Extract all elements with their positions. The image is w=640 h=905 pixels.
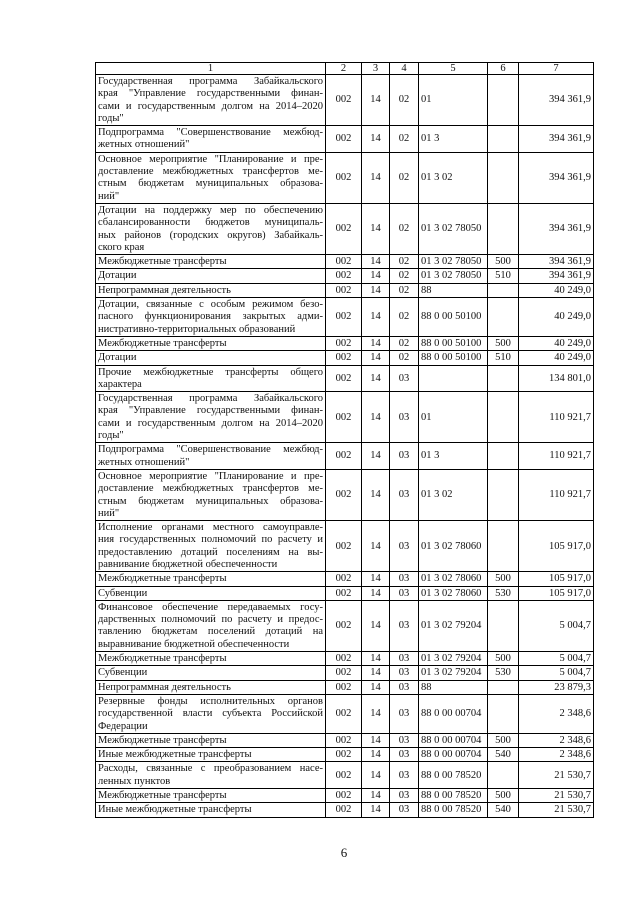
description-line: равнивание бюджетной обеспеченности — [98, 558, 278, 570]
description-line: Межбюджетные трансферты — [98, 653, 227, 665]
amount-cell: 394 361,9 — [519, 203, 594, 254]
description-cell — [96, 789, 326, 803]
expense-type-cell — [488, 126, 519, 153]
description-cell — [96, 733, 326, 747]
description-line: Дотации, связанные с особым режимом безо- — [98, 299, 323, 311]
description-line: ского края — [98, 241, 145, 253]
subsection-cell: 03 — [390, 694, 419, 733]
expense-type-cell — [488, 521, 519, 572]
target-article-cell: 01 3 02 — [419, 469, 488, 520]
target-article-cell: 88 0 00 50100 — [419, 351, 488, 365]
description-cell — [96, 680, 326, 694]
amount-cell: 110 921,7 — [519, 392, 594, 443]
target-article-cell: 88 0 00 78520 — [419, 762, 488, 789]
description-line: сами и государственным долгом на 2014–2020 — [98, 100, 323, 112]
column-number-header: 1 — [96, 63, 326, 75]
description-line: годы" — [98, 112, 124, 124]
expense-type-cell: 540 — [488, 803, 519, 817]
description-line: Дотации — [98, 352, 137, 364]
target-article-cell: 88 0 00 00704 — [419, 694, 488, 733]
description-line: нистративно-территориальных образований — [98, 323, 296, 335]
ministry-code-cell: 002 — [326, 803, 362, 817]
ministry-code-cell: 002 — [326, 652, 362, 666]
description-line: жетных отношений" — [98, 456, 190, 468]
table-row — [96, 283, 594, 297]
description-cell — [96, 762, 326, 789]
target-article-cell: 01 3 02 78050 — [419, 269, 488, 283]
expense-type-cell — [488, 365, 519, 392]
amount-cell: 21 530,7 — [519, 789, 594, 803]
expense-type-cell: 500 — [488, 336, 519, 350]
amount-cell: 2 348,6 — [519, 748, 594, 762]
description-line: Государственная программа Забайкальского — [98, 393, 323, 405]
expense-type-cell — [488, 762, 519, 789]
table-row — [96, 652, 594, 666]
section-cell: 14 — [362, 803, 390, 817]
target-article-cell: 88 — [419, 283, 488, 297]
section-cell: 14 — [362, 789, 390, 803]
section-cell: 14 — [362, 600, 390, 651]
subsection-cell: 02 — [390, 269, 419, 283]
target-article-cell: 01 3 02 78060 — [419, 572, 488, 586]
ministry-code-cell: 002 — [326, 521, 362, 572]
description-cell — [96, 469, 326, 520]
description-line: Расходы, связанные с преобразованием насе- — [98, 763, 323, 775]
amount-cell: 394 361,9 — [519, 126, 594, 153]
description-line: ния государственных полномочий по расчету и — [98, 534, 323, 546]
description-line: края "Управление государственными финан- — [98, 88, 323, 100]
amount-cell: 105 917,0 — [519, 521, 594, 572]
column-number-header: 5 — [419, 63, 488, 75]
ministry-code-cell: 002 — [326, 666, 362, 680]
ministry-code-cell: 002 — [326, 283, 362, 297]
budget-table — [95, 62, 594, 818]
column-number-header: 7 — [519, 63, 594, 75]
subsection-cell: 02 — [390, 298, 419, 337]
description-line: Основное мероприятие "Планирование и пре- — [98, 470, 323, 482]
table-header — [96, 63, 594, 75]
description-cell — [96, 652, 326, 666]
description-line: Непрограммная деятельность — [98, 284, 231, 296]
ministry-code-cell: 002 — [326, 351, 362, 365]
description-line: пасного функционирования закрытых адми- — [98, 311, 323, 323]
expense-type-cell — [488, 443, 519, 470]
amount-cell: 40 249,0 — [519, 351, 594, 365]
description-cell — [96, 255, 326, 269]
ministry-code-cell: 002 — [326, 762, 362, 789]
table-row — [96, 203, 594, 254]
section-cell: 14 — [362, 521, 390, 572]
description-line: Исполнение органами местного самоуправле- — [98, 522, 323, 534]
expense-type-cell: 500 — [488, 733, 519, 747]
amount-cell: 40 249,0 — [519, 298, 594, 337]
target-article-cell: 88 0 00 78520 — [419, 789, 488, 803]
subsection-cell: 03 — [390, 803, 419, 817]
section-cell: 14 — [362, 269, 390, 283]
target-article-cell: 88 0 00 50100 — [419, 298, 488, 337]
amount-cell: 5 004,7 — [519, 600, 594, 651]
subsection-cell: 02 — [390, 126, 419, 153]
subsection-cell: 03 — [390, 666, 419, 680]
table-row — [96, 803, 594, 817]
ministry-code-cell: 002 — [326, 255, 362, 269]
amount-cell: 5 004,7 — [519, 666, 594, 680]
description-line: Государственная программа Забайкальского — [98, 76, 323, 87]
description-line: сбалансированности бюджетов муниципаль- — [98, 217, 323, 229]
ministry-code-cell: 002 — [326, 680, 362, 694]
ministry-code-cell: 002 — [326, 586, 362, 600]
ministry-code-cell: 002 — [326, 443, 362, 470]
target-article-cell: 01 3 02 78060 — [419, 521, 488, 572]
description-cell — [96, 152, 326, 203]
description-cell — [96, 521, 326, 572]
description-line: Субвенции — [98, 587, 148, 599]
expense-type-cell: 500 — [488, 652, 519, 666]
section-cell: 14 — [362, 586, 390, 600]
amount-cell: 110 921,7 — [519, 469, 594, 520]
subsection-cell: 03 — [390, 521, 419, 572]
section-cell: 14 — [362, 298, 390, 337]
amount-cell: 23 879,3 — [519, 680, 594, 694]
ministry-code-cell: 002 — [326, 469, 362, 520]
subsection-cell: 03 — [390, 680, 419, 694]
description-cell — [96, 365, 326, 392]
description-line: ленных пунктов — [98, 775, 171, 787]
subsection-cell: 03 — [390, 762, 419, 789]
description-line: характера — [98, 378, 142, 390]
description-cell — [96, 392, 326, 443]
table-row — [96, 748, 594, 762]
description-line: Субвенции — [98, 667, 148, 679]
subsection-cell: 03 — [390, 469, 419, 520]
section-cell: 14 — [362, 336, 390, 350]
expense-type-cell: 500 — [488, 789, 519, 803]
table-row — [96, 666, 594, 680]
description-line: Основное мероприятие "Планирование и пре- — [98, 153, 323, 165]
ministry-code-cell: 002 — [326, 572, 362, 586]
expense-type-cell — [488, 680, 519, 694]
description-cell — [96, 269, 326, 283]
section-cell: 14 — [362, 365, 390, 392]
subsection-cell: 02 — [390, 255, 419, 269]
amount-cell: 394 361,9 — [519, 269, 594, 283]
section-cell: 14 — [362, 255, 390, 269]
subsection-cell: 03 — [390, 652, 419, 666]
ministry-code-cell: 002 — [326, 392, 362, 443]
expense-type-cell — [488, 600, 519, 651]
target-article-cell: 01 3 02 78050 — [419, 203, 488, 254]
target-article-cell: 01 3 02 78050 — [419, 255, 488, 269]
description-line: Иные межбюджетные трансферты — [98, 804, 252, 816]
description-cell — [96, 298, 326, 337]
amount-cell: 40 249,0 — [519, 283, 594, 297]
description-cell — [96, 351, 326, 365]
expense-type-cell: 530 — [488, 666, 519, 680]
table-row — [96, 365, 594, 392]
section-cell: 14 — [362, 443, 390, 470]
subsection-cell: 03 — [390, 748, 419, 762]
description-line: Подпрограмма "Совершенствование межбюд- — [98, 444, 323, 456]
table-row — [96, 521, 594, 572]
section-cell: 14 — [362, 680, 390, 694]
subsection-cell: 03 — [390, 733, 419, 747]
amount-cell: 134 801,0 — [519, 365, 594, 392]
target-article-cell: 88 — [419, 680, 488, 694]
table-row — [96, 126, 594, 153]
section-cell: 14 — [362, 652, 390, 666]
section-cell: 14 — [362, 75, 390, 126]
description-line: стным бюджетам муниципальных образова- — [98, 495, 323, 507]
amount-cell: 2 348,6 — [519, 694, 594, 733]
header-row — [96, 63, 594, 75]
expense-type-cell: 540 — [488, 748, 519, 762]
description-line: тавлению бюджетам поселений дотаций на — [98, 626, 323, 638]
description-line: Иные межбюджетные трансферты — [98, 749, 252, 761]
ministry-code-cell: 002 — [326, 269, 362, 283]
description-line: ных районов (городских округов) Забайкаль- — [98, 229, 323, 241]
description-line: Непрограммная деятельность — [98, 681, 231, 693]
description-line: Прочие межбюджетные трансферты общего — [98, 366, 323, 378]
ministry-code-cell: 002 — [326, 152, 362, 203]
target-article-cell: 01 3 02 78060 — [419, 586, 488, 600]
amount-cell: 40 249,0 — [519, 336, 594, 350]
target-article-cell: 01 3 02 79204 — [419, 666, 488, 680]
description-cell — [96, 203, 326, 254]
ministry-code-cell: 002 — [326, 748, 362, 762]
subsection-cell: 02 — [390, 336, 419, 350]
description-cell — [96, 336, 326, 350]
table-row — [96, 336, 594, 350]
description-line: выравнивание бюджетной обеспеченности — [98, 638, 290, 650]
table-row — [96, 298, 594, 337]
ministry-code-cell: 002 — [326, 336, 362, 350]
table-row — [96, 351, 594, 365]
ministry-code-cell: 002 — [326, 789, 362, 803]
expense-type-cell — [488, 283, 519, 297]
target-article-cell: 88 0 00 78520 — [419, 803, 488, 817]
expense-type-cell: 510 — [488, 269, 519, 283]
description-line: доставление межбюджетных трансфертов ме- — [98, 483, 323, 495]
subsection-cell: 02 — [390, 152, 419, 203]
description-cell — [96, 283, 326, 297]
subsection-cell: 03 — [390, 443, 419, 470]
amount-cell: 5 004,7 — [519, 652, 594, 666]
table-row — [96, 586, 594, 600]
section-cell: 14 — [362, 733, 390, 747]
table-row — [96, 600, 594, 651]
section-cell: 14 — [362, 351, 390, 365]
ministry-code-cell: 002 — [326, 298, 362, 337]
target-article-cell: 01 3 02 — [419, 152, 488, 203]
subsection-cell: 02 — [390, 283, 419, 297]
section-cell: 14 — [362, 762, 390, 789]
table-row — [96, 443, 594, 470]
description-line: Межбюджетные трансферты — [98, 790, 227, 802]
ministry-code-cell: 002 — [326, 600, 362, 651]
target-article-cell: 88 0 00 50100 — [419, 336, 488, 350]
description-cell — [96, 443, 326, 470]
description-line: ний" — [98, 507, 120, 519]
target-article-cell: 01 3 02 79204 — [419, 600, 488, 651]
table-row — [96, 392, 594, 443]
subsection-cell: 02 — [390, 203, 419, 254]
expense-type-cell — [488, 469, 519, 520]
expense-type-cell: 510 — [488, 351, 519, 365]
subsection-cell: 03 — [390, 572, 419, 586]
table-row — [96, 152, 594, 203]
description-line: жетных отношений" — [98, 139, 190, 151]
description-line: Межбюджетные трансферты — [98, 734, 227, 746]
table-row — [96, 469, 594, 520]
expense-type-cell: 530 — [488, 586, 519, 600]
expense-type-cell — [488, 694, 519, 733]
target-article-cell: 01 3 02 79204 — [419, 652, 488, 666]
table-row — [96, 269, 594, 283]
description-line: Резервные фонды исполнительных органов — [98, 695, 323, 707]
subsection-cell: 03 — [390, 365, 419, 392]
table-row — [96, 694, 594, 733]
target-article-cell: 01 — [419, 392, 488, 443]
amount-cell: 394 361,9 — [519, 152, 594, 203]
subsection-cell: 03 — [390, 600, 419, 651]
section-cell: 14 — [362, 666, 390, 680]
column-number-header: 2 — [326, 63, 362, 75]
amount-cell: 394 361,9 — [519, 75, 594, 126]
section-cell: 14 — [362, 152, 390, 203]
section-cell: 14 — [362, 694, 390, 733]
table-body — [96, 75, 594, 818]
ministry-code-cell: 002 — [326, 694, 362, 733]
section-cell: 14 — [362, 283, 390, 297]
expense-type-cell: 500 — [488, 255, 519, 269]
description-cell — [96, 600, 326, 651]
description-line: Федерации — [98, 720, 148, 732]
description-line: Межбюджетные трансферты — [98, 256, 227, 268]
target-article-cell: 88 0 00 00704 — [419, 748, 488, 762]
amount-cell: 21 530,7 — [519, 803, 594, 817]
amount-cell: 394 361,9 — [519, 255, 594, 269]
ministry-code-cell: 002 — [326, 203, 362, 254]
table-row — [96, 680, 594, 694]
table-row — [96, 75, 594, 126]
subsection-cell: 03 — [390, 789, 419, 803]
subsection-cell: 02 — [390, 75, 419, 126]
description-cell — [96, 694, 326, 733]
description-cell — [96, 803, 326, 817]
description-line: предоставлению дотаций поселениям на вы- — [98, 546, 323, 558]
description-cell — [96, 75, 326, 126]
expense-type-cell — [488, 152, 519, 203]
description-line: ний" — [98, 190, 120, 202]
page-number: 6 — [340, 845, 348, 860]
subsection-cell: 03 — [390, 586, 419, 600]
amount-cell: 105 917,0 — [519, 586, 594, 600]
amount-cell: 105 917,0 — [519, 572, 594, 586]
description-line: Финансовое обеспечение передаваемых госу- — [98, 601, 323, 613]
description-line: дарственных полномочий по расчету и предос- — [98, 614, 323, 626]
section-cell: 14 — [362, 392, 390, 443]
target-article-cell: 01 3 — [419, 443, 488, 470]
subsection-cell: 02 — [390, 351, 419, 365]
expense-type-cell — [488, 392, 519, 443]
ministry-code-cell: 002 — [326, 365, 362, 392]
target-article-cell: 01 3 — [419, 126, 488, 153]
description-cell — [96, 666, 326, 680]
column-number-header: 4 — [390, 63, 419, 75]
description-cell — [96, 572, 326, 586]
section-cell: 14 — [362, 469, 390, 520]
description-line: Подпрограмма "Совершенствование межбюд- — [98, 127, 323, 139]
subsection-cell: 03 — [390, 392, 419, 443]
expense-type-cell — [488, 298, 519, 337]
ministry-code-cell: 002 — [326, 126, 362, 153]
section-cell: 14 — [362, 203, 390, 254]
amount-cell: 21 530,7 — [519, 762, 594, 789]
table-row — [96, 255, 594, 269]
description-cell — [96, 126, 326, 153]
section-cell: 14 — [362, 126, 390, 153]
description-cell — [96, 748, 326, 762]
description-line: государственной власти субъекта Российской — [98, 708, 323, 720]
column-number-header: 6 — [488, 63, 519, 75]
table-row — [96, 762, 594, 789]
table-row — [96, 572, 594, 586]
description-line: Дотации — [98, 270, 137, 282]
expense-type-cell — [488, 75, 519, 126]
section-cell: 14 — [362, 572, 390, 586]
description-line: стным бюджетам муниципальных образова- — [98, 178, 323, 190]
target-article-cell: 88 0 00 00704 — [419, 733, 488, 747]
description-line: Дотации на поддержку мер по обеспечению — [98, 204, 323, 216]
description-line: доставление межбюджетных трансфертов ме- — [98, 166, 323, 178]
table-row — [96, 789, 594, 803]
section-cell: 14 — [362, 748, 390, 762]
ministry-code-cell: 002 — [326, 733, 362, 747]
target-article-cell: 01 — [419, 75, 488, 126]
ministry-code-cell: 002 — [326, 75, 362, 126]
description-line: годы" — [98, 430, 124, 442]
description-cell — [96, 586, 326, 600]
description-line: сами и государственным долгом на 2014–2020 — [98, 417, 323, 429]
amount-cell: 2 348,6 — [519, 733, 594, 747]
description-line: Межбюджетные трансферты — [98, 573, 227, 585]
description-line: края "Управление государственными финан- — [98, 405, 323, 417]
column-number-header: 3 — [362, 63, 390, 75]
expense-type-cell: 500 — [488, 572, 519, 586]
expense-type-cell — [488, 203, 519, 254]
amount-cell: 110 921,7 — [519, 443, 594, 470]
table-row — [96, 733, 594, 747]
description-line: Межбюджетные трансферты — [98, 337, 227, 349]
target-article-cell — [419, 365, 488, 392]
